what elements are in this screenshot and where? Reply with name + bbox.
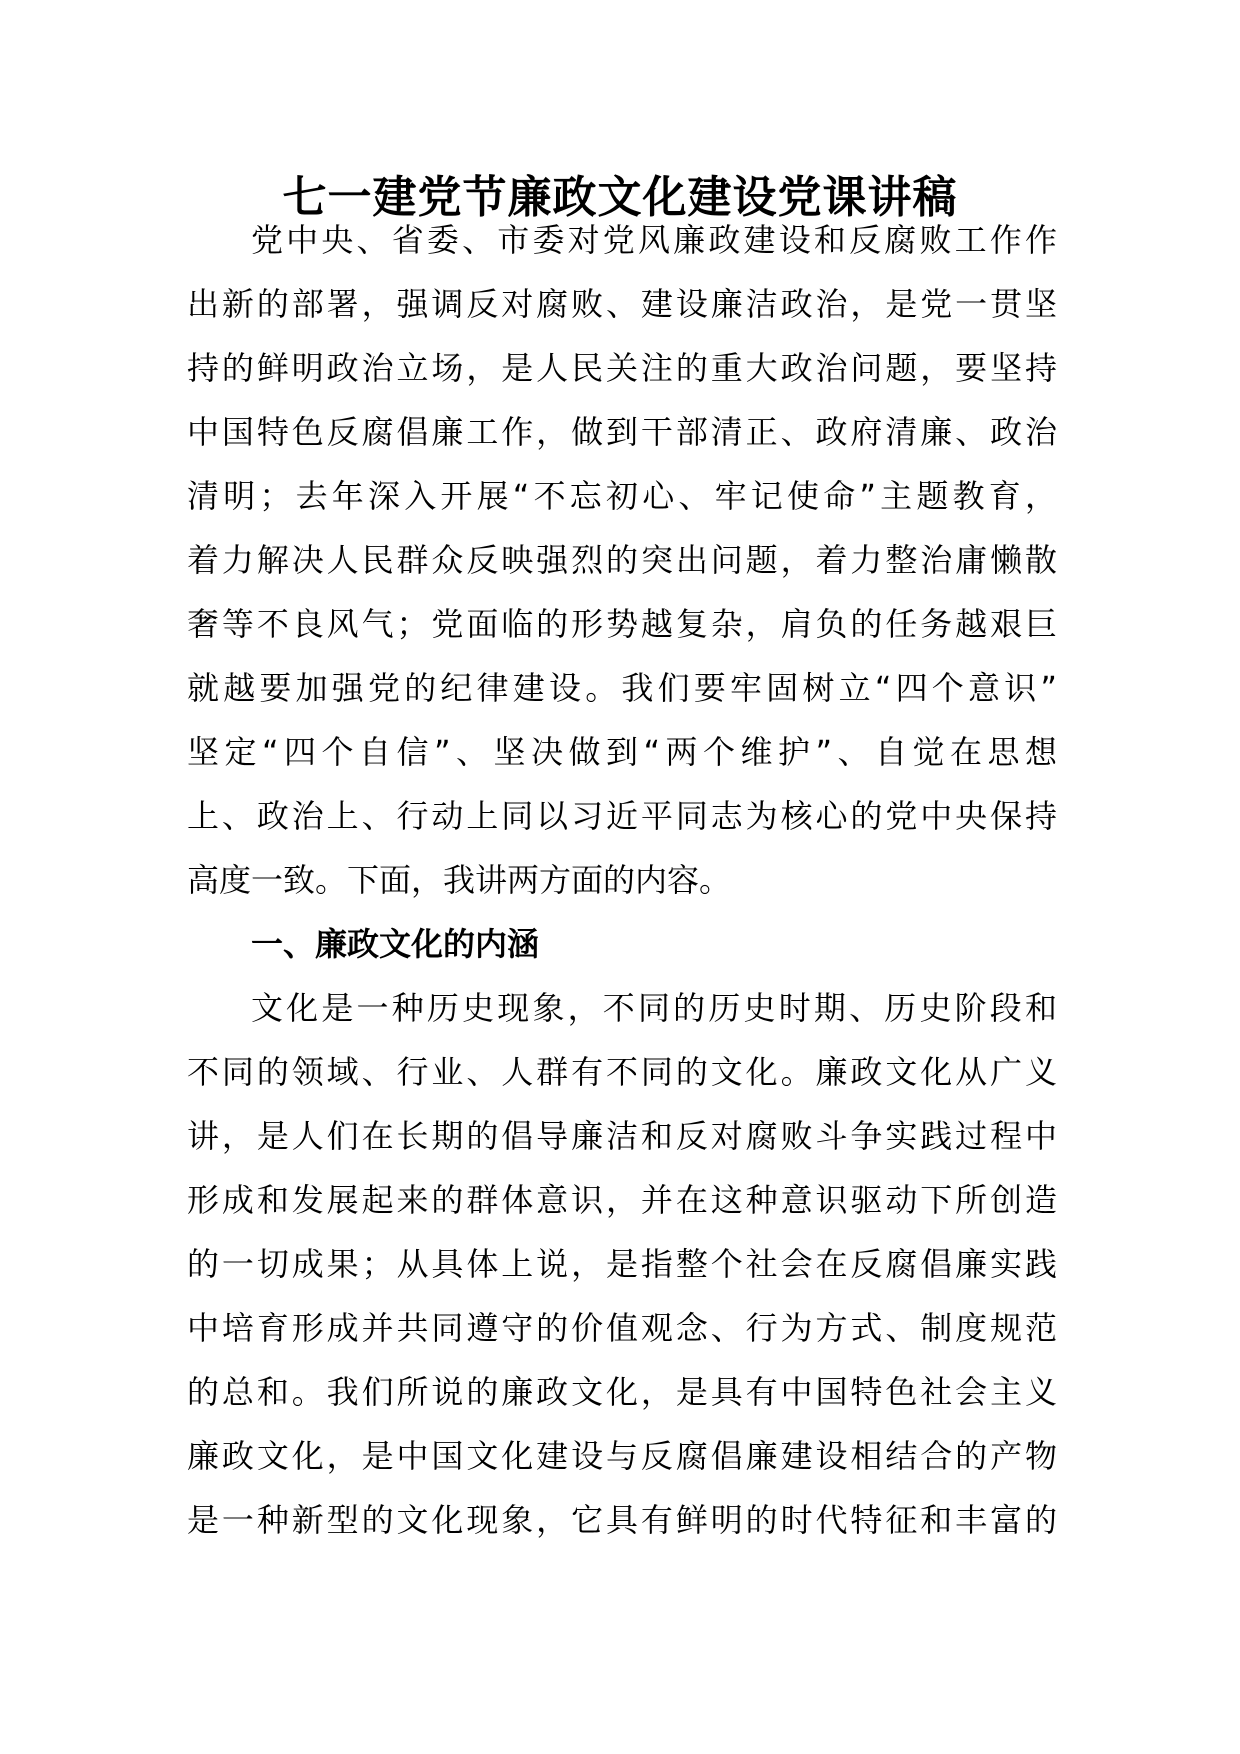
paragraph-line: 就越要加强党的纪律建设。我们要牢固树立“四个意识” — [187, 669, 1057, 707]
paragraph-line: 奢等不良风气；党面临的形势越复杂，肩负的任务越艰巨 — [187, 605, 1057, 643]
paragraph-line: 文化是一种历史现象，不同的历史时期、历史阶段和 — [251, 989, 1057, 1027]
paragraph-line: 着力解决人民群众反映强烈的突出问题，着力整治庸懒散 — [187, 541, 1057, 579]
section-heading: 一、廉政文化的内涵 — [251, 925, 540, 963]
paragraph-line: 上、政治上、行动上同以习近平同志为核心的党中央保持 — [187, 797, 1057, 835]
paragraph-line: 清明；去年深入开展“不忘初心、牢记使命”主题教育， — [187, 477, 1057, 515]
paragraph-line: 党中央、省委、市委对党风廉政建设和反腐败工作作 — [251, 221, 1057, 259]
paragraph-line: 中培育形成并共同遵守的价值观念、行为方式、制度规范 — [187, 1309, 1057, 1347]
paragraph-line: 高度一致。下面，我讲两方面的内容。 — [187, 861, 732, 899]
paragraph-line: 持的鲜明政治立场，是人民关注的重大政治问题，要坚持 — [187, 349, 1057, 387]
paragraph-line: 形成和发展起来的群体意识，并在这种意识驱动下所创造 — [187, 1181, 1057, 1219]
paragraph-line: 不同的领域、行业、人群有不同的文化。廉政文化从广义 — [187, 1053, 1057, 1091]
document-title: 七一建党节廉政文化建设党课讲稿 — [282, 172, 958, 223]
paragraph-line: 的总和。我们所说的廉政文化，是具有中国特色社会主义 — [187, 1373, 1057, 1411]
paragraph-line: 的一切成果；从具体上说，是指整个社会在反腐倡廉实践 — [187, 1245, 1057, 1283]
paragraph-line: 中国特色反腐倡廉工作，做到干部清正、政府清廉、政治 — [187, 413, 1057, 451]
paragraph-line: 出新的部署，强调反对腐败、建设廉洁政治，是党一贯坚 — [187, 285, 1057, 323]
paragraph-line: 是一种新型的文化现象，它具有鲜明的时代特征和丰富的 — [187, 1501, 1057, 1539]
paragraph-line: 廉政文化，是中国文化建设与反腐倡廉建设相结合的产物 — [187, 1437, 1057, 1475]
paragraph-line: 坚定“四个自信”、坚决做到“两个维护”、自觉在思想 — [187, 733, 1057, 771]
paragraph-intro — [187, 208, 1057, 1552]
paragraph-line: 讲，是人们在长期的倡导廉洁和反对腐败斗争实践过程中 — [187, 1117, 1057, 1155]
